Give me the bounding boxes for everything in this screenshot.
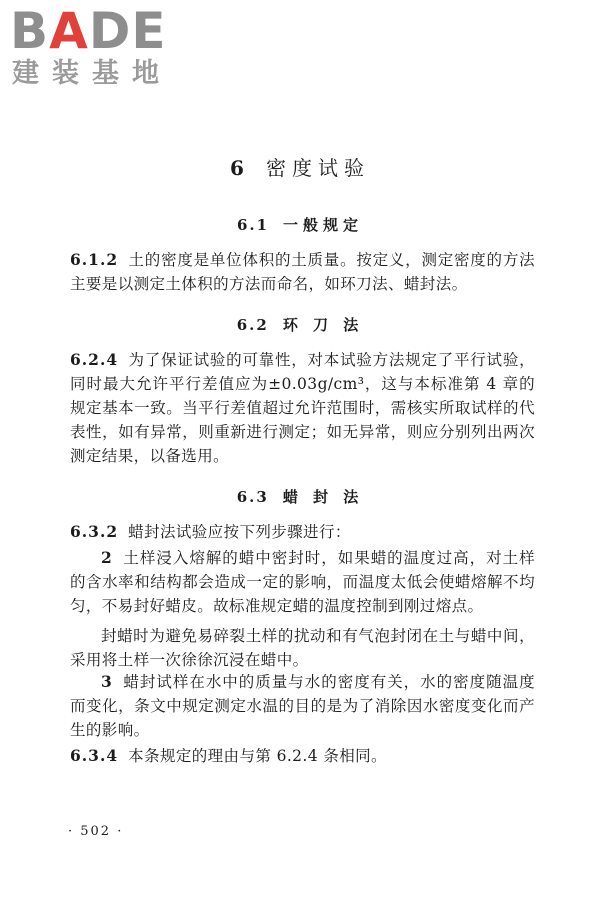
item-text: 土样浸入熔解的蜡中密封时，如果蜡的温度过高，对土样的含水率和结构都会造成一定的影响，而温度太低会使蜡熔解不均匀，不易封好蜡皮。故标准规定蜡的温度控制到刚过熔点。 — [70, 549, 535, 615]
section-heading-6-2 — [0, 314, 600, 335]
logo-subtitle: 建装基地 — [12, 58, 172, 89]
section-number: 6.2 — [236, 316, 269, 334]
section-heading-6-3 — [0, 486, 600, 507]
logo-wordmark: BADE — [10, 2, 167, 60]
clause-number: 6.2.4 — [70, 350, 119, 369]
clause-6-3-2-item-3 — [70, 670, 535, 742]
clause-6-3-2 — [70, 520, 535, 544]
section-number: 6.3 — [236, 488, 269, 506]
clause-text: 土的密度是单位体积的土质量。按定义，测定密度的方法主要是以测定土体积的方法而命名，如环刀法、蜡封法。 — [70, 251, 535, 293]
section-title: 一般规定 — [283, 216, 364, 234]
item-number: 3 — [101, 672, 113, 691]
item-text: 封蜡时为避免易碎裂土样的扰动和有气泡封闭在土与蜡中间，采用将土样一次徐徐沉浸在蜡中。 — [70, 627, 535, 669]
clause-text: 蜡封法试验应按下列步骤进行： — [128, 523, 351, 541]
section-number: 6.1 — [236, 216, 270, 234]
clause-number: 6.3.2 — [70, 522, 119, 541]
clause-number: 6.1.2 — [70, 250, 119, 269]
chapter-number: 6 — [230, 156, 250, 180]
clause-text: 本条规定的理由与第 6.2.4 条相同。 — [128, 747, 387, 765]
clause-text: 为了保证试验的可靠性，对本试验方法规定了平行试验，同时最大允许平行差值应为±0.03g/cm³，这与本标准第 4 章的规定基本一致。当平行差值超过允许范围时，需核实所取试样的代表性，如有异常，则重新进行测定；如无异常，则应分别列出两次测定结果，以备选用。 — [70, 351, 535, 465]
clause-6-2-4 — [70, 348, 535, 468]
section-heading-6-1 — [0, 214, 600, 235]
section-title: 环 刀 法 — [282, 316, 364, 334]
clause-6-3-4 — [70, 744, 535, 768]
clause-6-3-2-item-2 — [70, 546, 535, 618]
clause-6-1-2 — [70, 248, 535, 296]
clause-6-3-2-item-2-continued — [70, 624, 535, 672]
chapter-title-text: 密度试验 — [265, 156, 370, 180]
clause-number: 6.3.4 — [70, 746, 119, 765]
chapter-title — [0, 152, 600, 181]
item-number: 2 — [101, 548, 113, 567]
section-title: 蜡 封 法 — [282, 488, 364, 506]
bade-logo — [10, 2, 175, 90]
page-number: · 502 · — [68, 824, 124, 839]
item-text: 蜡封试样在水中的质量与水的密度有关，水的密度随温度而变化，条文中规定测定水温的目的是为了消除因水密度变化而产生的影响。 — [70, 673, 535, 739]
